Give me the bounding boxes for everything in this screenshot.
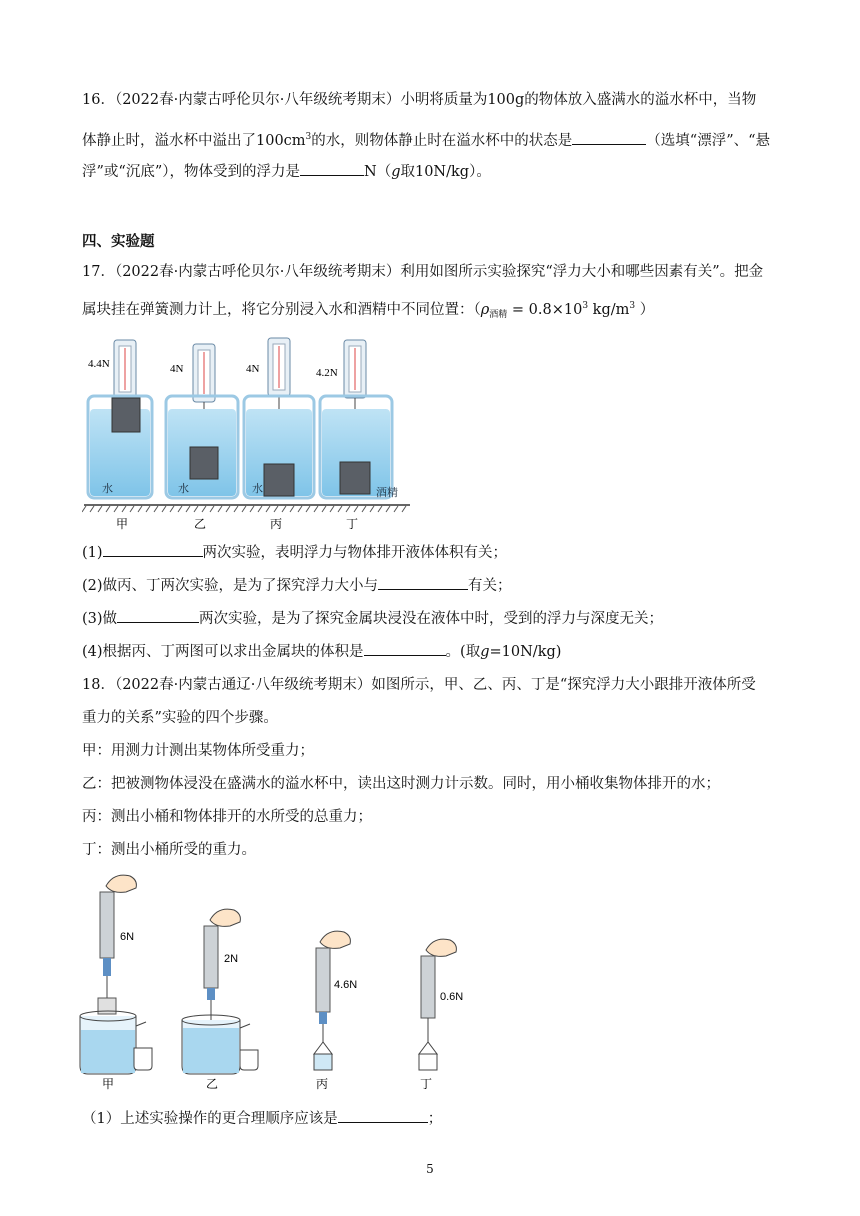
q18-label-4: 丁 bbox=[420, 1077, 433, 1090]
q17-liquid-4: 酒精 bbox=[376, 486, 398, 499]
q17-blank-3[interactable] bbox=[117, 607, 199, 623]
q17-part-1: (1) 两次实验，表明浮力与物体排开液体体积有关； bbox=[82, 541, 507, 563]
q17-part-2: (2)做丙、丁两次实验，是为了探究浮力大小与 有关； bbox=[82, 574, 512, 596]
q16-blank-state[interactable] bbox=[572, 129, 646, 145]
q17-reading-2: 4N bbox=[170, 363, 184, 375]
q17-reading-1: 4.4N bbox=[88, 358, 110, 370]
q17-setup-2 bbox=[166, 344, 238, 531]
q17-figure bbox=[82, 332, 412, 534]
q18-setup-3 bbox=[314, 931, 357, 1090]
q17-liquid-3: 水 bbox=[252, 482, 263, 495]
q18-step-4: 丁：测出小桶所受的重力。 bbox=[82, 842, 256, 858]
q17-setup-3 bbox=[244, 338, 314, 531]
q18-setup-1 bbox=[80, 875, 152, 1090]
q18-label-1: 甲 bbox=[102, 1077, 115, 1090]
q17-label-4: 丁 bbox=[346, 517, 359, 531]
q17-part-4: (4)根据丙、丁两图可以求出金属块的体积是 。(取g=10N/kg) bbox=[82, 640, 561, 662]
q18-part-1: （1）上述实验操作的更合理顺序应该是 ； bbox=[82, 1107, 442, 1129]
q18-step-2: 乙：把被测物体浸没在盛满水的溢水杯中，读出这时测力计示数。同时，用小桶收集物体排开的水； bbox=[82, 776, 720, 792]
q17-label-2: 乙 bbox=[194, 517, 207, 531]
q16-line-3: 浮”或“沉底”），物体受到的浮力是 N（g取10N/kg）。 bbox=[82, 160, 491, 182]
q17-setup-1 bbox=[88, 340, 152, 531]
q18-figure bbox=[78, 870, 478, 1090]
q16-line-2: 体静止时，溢水杯中溢出了$100cm^3$的水，则物体静止时在溢水杯中的状态是 （选填“漂浮”、“悬 bbox=[82, 127, 770, 151]
q18-line-2: 重力的关系”实验的四个步骤。 bbox=[82, 710, 278, 726]
q17-label-1: 甲 bbox=[116, 517, 129, 531]
q17-blank-1[interactable] bbox=[103, 541, 203, 557]
q18-setup-2 bbox=[182, 909, 258, 1090]
q18-reading-3: 4.6N bbox=[334, 979, 358, 991]
q18-label-2: 乙 bbox=[206, 1077, 219, 1090]
q17-reading-4: 4.2N bbox=[316, 367, 338, 379]
q18-blank-1[interactable] bbox=[338, 1107, 428, 1123]
q18-reading-1: 6N bbox=[120, 931, 135, 943]
q18-reading-4: 0.6N bbox=[440, 991, 464, 1003]
page-number: 5 bbox=[426, 1162, 434, 1176]
q17-part-3: (3)做 两次实验，是为了探究金属块浸没在液体中时，受到的浮力与深度无关； bbox=[82, 607, 663, 629]
q18-reading-2: 2N bbox=[224, 953, 239, 965]
section-title: 四、实验题 bbox=[82, 234, 155, 250]
q16-blank-buoyancy[interactable] bbox=[300, 160, 364, 176]
q17-label-3: 丙 bbox=[270, 517, 283, 531]
q18-line-1: 18．（2022春·内蒙古通辽·八年级统考期末）如图所示，甲、乙、丙、丁是“探究浮力大小跟排开液体所受 bbox=[82, 677, 756, 693]
q17-liquid-1: 水 bbox=[102, 482, 113, 495]
q18-step-1: 甲：用测力计测出某物体所受重力； bbox=[82, 743, 314, 759]
q17-setup-4 bbox=[316, 340, 398, 531]
q17-line-2: 属块挂在弹簧测力计上，将它分别浸入水和酒精中不同位置：（$\rho_{酒精} = 0.8\times 10^3$ $kg/m^3$ ） bbox=[82, 301, 655, 320]
q17-blank-4[interactable] bbox=[364, 640, 446, 656]
q16-line-1: 16．（2022春·内蒙古呼伦贝尔·八年级统考期末）小明将质量为100g的物体放入盛满水的溢水杯中，当物 bbox=[82, 92, 757, 108]
q17-liquid-2: 水 bbox=[178, 482, 189, 495]
q17-blank-2[interactable] bbox=[378, 574, 468, 590]
q17-reading-3: 4N bbox=[246, 363, 260, 375]
q18-step-3: 丙：测出小桶和物体排开的水所受的总重力； bbox=[82, 809, 372, 825]
q18-setup-4 bbox=[419, 939, 463, 1090]
q17-line-1: 17．（2022春·内蒙古呼伦贝尔·八年级统考期末）利用如图所示实验探究“浮力大小和哪些因素有关”。把金 bbox=[82, 264, 764, 280]
q18-label-3: 丙 bbox=[316, 1077, 329, 1090]
